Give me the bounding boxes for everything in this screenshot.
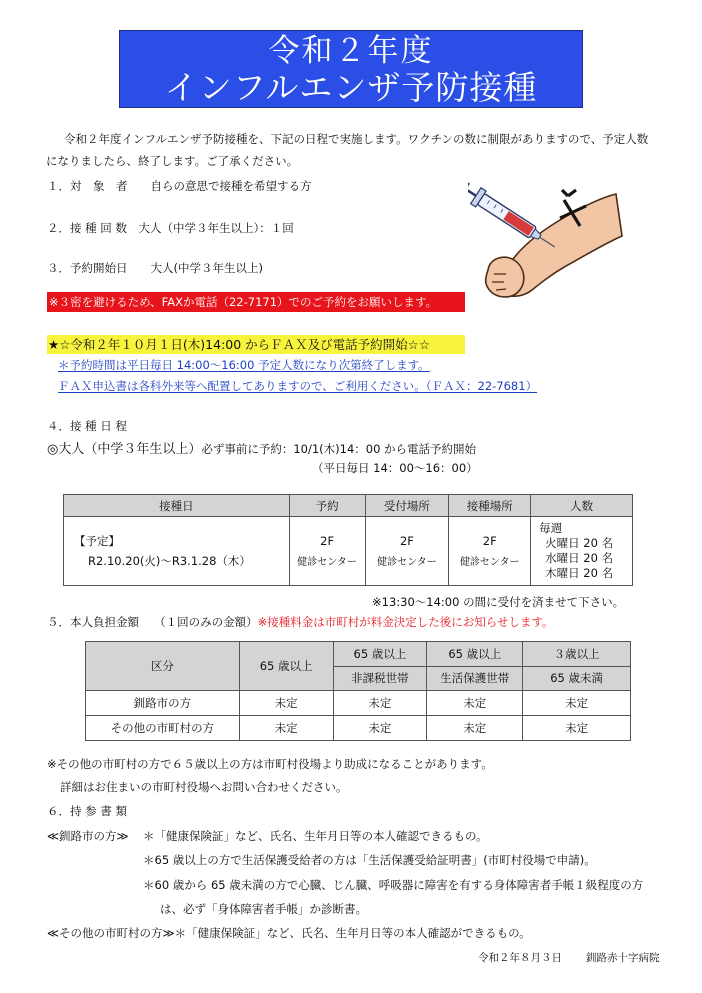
fee-row-label: その他の市町村の方	[86, 716, 240, 741]
title-banner	[119, 30, 583, 108]
table-row	[64, 517, 633, 586]
vaccination-illustration	[468, 178, 628, 303]
schedule-table	[63, 494, 633, 586]
fee-row-label: 釧路市の方	[86, 691, 240, 716]
cell-capacity	[531, 517, 633, 586]
table-header: 受付場所	[365, 495, 449, 517]
floor-text: 2F	[320, 534, 335, 548]
item-start: ３．予約開始日 大人(中学３年生以上)	[47, 261, 263, 275]
schedule-heading: ４．接 種 日 程	[47, 419, 127, 433]
floor-text: 2F	[482, 534, 497, 548]
subsidy-line-1: ※その他の市町村の方で６５歳以上の方は市町村役場より助成になることがあります。	[47, 757, 493, 771]
title-year: 令和２年度	[268, 33, 434, 69]
documents-kushiro-label: ≪釧路市の方≫	[47, 829, 129, 843]
schedule-adult-note: 必ず事前に予約：10/1(木)14：00 から電話予約開始	[201, 442, 477, 456]
documents-kushiro-3a: ＊60 歳から 65 歳未満の方で心臓、じん臓、呼吸器に障害を有する身体障害者手帳１級程度の方	[143, 878, 644, 892]
fee-cell: 未定	[239, 716, 333, 741]
documents-other-label: ≪その他の市町村の方≫	[47, 926, 175, 940]
floor-text: 2F	[399, 534, 414, 548]
notice-yellow-banner: ★☆令和２年１０月１日(木)14:00 からＦＡＸ及び電話予約開始☆☆	[47, 335, 465, 354]
center-text: 健診センター	[297, 557, 357, 568]
schedule-adult-label: ◎大人（中学３年生以上）	[47, 442, 202, 457]
cell-dates	[64, 517, 290, 586]
footer	[478, 950, 660, 965]
capacity-wed: 水曜日 20 名	[545, 551, 614, 565]
title-main: インフルエンザ予防接種	[164, 68, 538, 107]
fee-header-3-top: ３歳以上	[523, 642, 631, 667]
documents-other	[47, 925, 531, 941]
documents-kushiro-3b: は、必ず「身体障害者手帳」か診断書。	[160, 902, 367, 916]
fee-cell: 未定	[239, 691, 333, 716]
notice-red-banner: ※３密を避けるため、FAXか電話（22-7171）でのご予約をお願いします。	[47, 292, 465, 312]
item-count: ２．接 種 回 数 大人（中学３年生以上）：１回	[47, 221, 294, 235]
fee-header-65-welfare-top: 65 歳以上	[427, 642, 523, 667]
fee-cell: 未定	[427, 716, 523, 741]
cell-reservation	[289, 517, 365, 586]
cell-reception	[365, 517, 449, 586]
notice-fax: ＦＡＸ申込書は各科外来等へ配置してありますので、ご利用ください。（ＦＡＸ：22-7681）	[58, 379, 538, 393]
table-row	[86, 716, 631, 741]
fee-header-65: 65 歳以上	[239, 642, 333, 691]
schedule-adult	[47, 438, 476, 457]
table-header: 予約	[289, 495, 365, 517]
documents-kushiro-1: ＊「健康保険証」など、氏名、生年月日等の本人確認できるもの。	[143, 829, 488, 843]
fee-heading: ５．本人負担金額 （１回のみの金額）	[47, 615, 258, 629]
fee-cell: 未定	[427, 691, 523, 716]
fee-header-3-bottom: 65 歳未満	[523, 666, 631, 691]
table-row	[86, 691, 631, 716]
center-text: 健診センター	[377, 557, 437, 568]
plan-dates: R2.10.20(火)～R3.1.28（木）	[88, 554, 251, 568]
fee-cell: 未定	[523, 691, 631, 716]
fee-cell: 未定	[523, 716, 631, 741]
notice-time: ＊予約時間は平日毎日 14:00～16:00 予定人数になり次第終了します。	[58, 358, 430, 372]
center-text: 健診センター	[459, 557, 520, 568]
fee-table	[85, 641, 631, 741]
fee-header-65-welfare-bottom: 生活保護世帯	[427, 666, 523, 691]
subsidy-line-2: 詳細はお住まいの市町村役場へお問い合わせください。	[60, 780, 348, 794]
documents-other-1: ＊「健康保険証」など、氏名、生年月日等の本人確認ができるもの。	[174, 926, 531, 940]
footer-date: 令和２年８月３日	[478, 952, 562, 964]
reception-note: ※13:30～14:00 の間に受付を済ませて下さい。	[372, 595, 625, 609]
capacity-thu: 木曜日 20 名	[545, 566, 614, 580]
fee-header-65-tax-top: 65 歳以上	[333, 642, 427, 667]
cell-vaccination	[449, 517, 531, 586]
intro-line-1: 令和２年度インフルエンザ予防接種を、下記の日程で実施します。ワクチンの数に制限がありますので、予定人数	[64, 132, 649, 146]
table-header: 接種場所	[449, 495, 531, 517]
fee-header-category: 区分	[86, 642, 240, 691]
weekly-label: 毎週	[539, 521, 563, 535]
fee-cell: 未定	[333, 716, 427, 741]
fee-cell: 未定	[333, 691, 427, 716]
plan-label: 【予定】	[74, 534, 120, 548]
table-header-row	[64, 495, 633, 517]
capacity-tue: 火曜日 20 名	[545, 536, 614, 550]
table-header: 人数	[531, 495, 633, 517]
schedule-weekday: （平日毎日 14：00～16：00）	[312, 461, 478, 475]
documents-kushiro-2: ＊65 歳以上の方で生活保護受給者の方は「生活保護受給証明書」(市町村役場で申請)。	[143, 853, 596, 867]
footer-org: 釧路赤十字病院	[586, 952, 660, 964]
table-header: 接種日	[64, 495, 290, 517]
item-target: １．対 象 者 自らの意思で接種を希望する方	[47, 179, 312, 193]
fee-line	[47, 614, 554, 630]
fee-header-65-tax-bottom: 非課税世帯	[333, 666, 427, 691]
fee-header-row-1	[86, 642, 631, 667]
intro-line-2: になりましたら、終了します。ご了承ください。	[46, 154, 299, 168]
documents-heading: ６．持 参 書 類	[47, 804, 127, 818]
fee-red-note: ※接種料金は市町村が料金決定した後にお知らせします。	[257, 615, 554, 629]
